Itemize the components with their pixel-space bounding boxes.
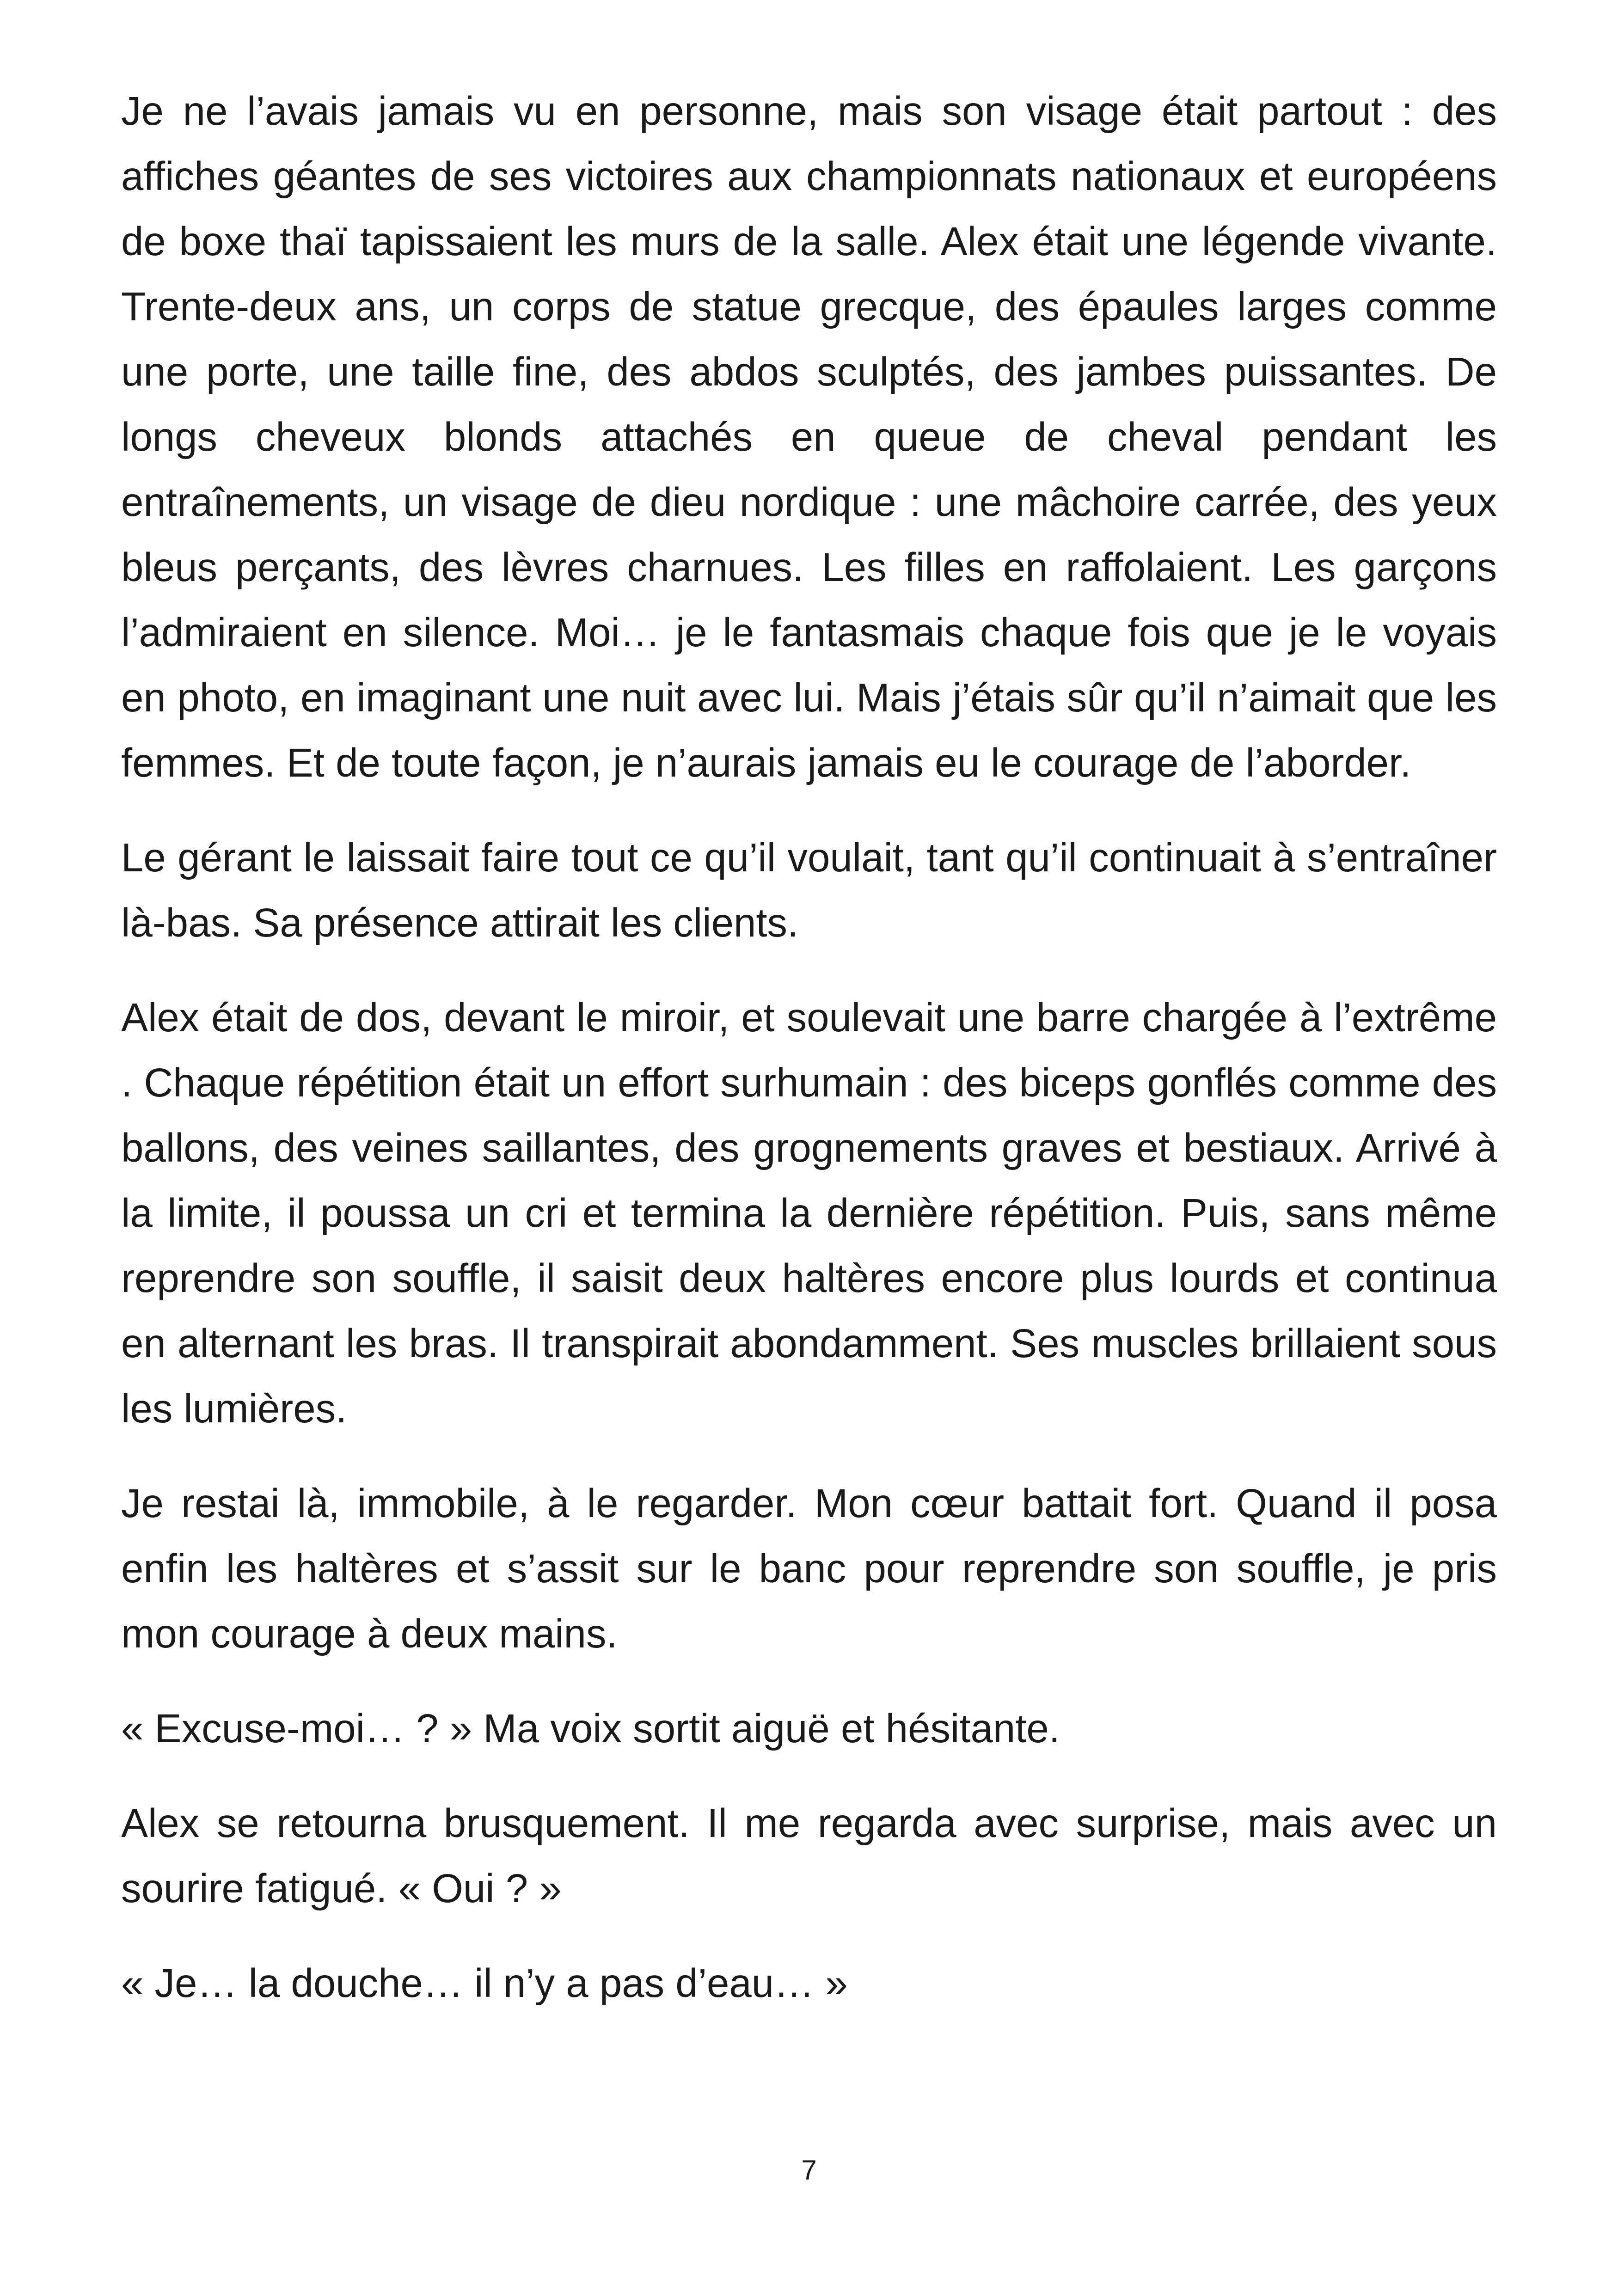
paragraph-5: « Excuse-moi… ? » Ma voix sortit aiguë et hésitante. (121, 1706, 1060, 1751)
body-text (121, 79, 1497, 2045)
paragraph-7: « Je… la douche… il n’y a pas d’eau… » (121, 1961, 848, 2006)
page-number: 7 (801, 2155, 817, 2186)
paragraph-1: Je ne l’avais jamais vu en personne, mais son visage était partout : des affiches géantes de ses victoires aux championnats nationaux et européens de boxe thaï tapissaient les murs de la salle. Alex était une légende vivante. Trente-deux ans, un corps de statue grecque, des épaules larges comme une porte, une taille fine, des abdos sculptés, des jambes puissantes. De longs cheveux blonds attachés en queue de cheval pendant les entraînements, un visage de dieu nordique : une mâchoire carrée, des yeux bleus perçants, des lèvres charnues. Les filles en raffolaient. Les garçons l’admiraient en silence. Moi… je le fantasmais chaque fois que je le voyais en photo, en imaginant une nuit avec lui. Mais j’étais sûr qu’il n’aimait que les femmes. Et de toute façon, je n’aurais jamais eu le courage de l’aborder. (121, 89, 1497, 785)
paragraph-4: Je restai là, immobile, à le regarder. Mon cœur battait fort. Quand il posa enfin les haltères et s’assit sur le banc pour reprendre son souffle, je pris mon courage à deux mains. (121, 1481, 1497, 1656)
paragraph-6: Alex se retourna brusquement. Il me regarda avec surprise, mais avec un sourire fatigué. « Oui ? » (121, 1801, 1497, 1911)
paragraph-3: Alex était de dos, devant le miroir, et soulevait une barre chargée à l’extrême . Chaque répétition était un effort surhumain : des biceps gonflés comme des ballons, des veines saillantes, des grognements graves et bestiaux. Arrivé à la limite, il poussa un cri et termina la dernière répétition. Puis, sans même reprendre son souffle, il saisit deux haltères encore plus lourds et continua en alternant les bras. Il transpirait abondamment. Ses muscles brillaient sous les lumières. (121, 995, 1497, 1431)
paragraph-2: Le gérant le laissait faire tout ce qu’il voulait, tant qu’il continuait à s’entraîner là-bas. Sa présence attirait les clients. (121, 835, 1497, 945)
